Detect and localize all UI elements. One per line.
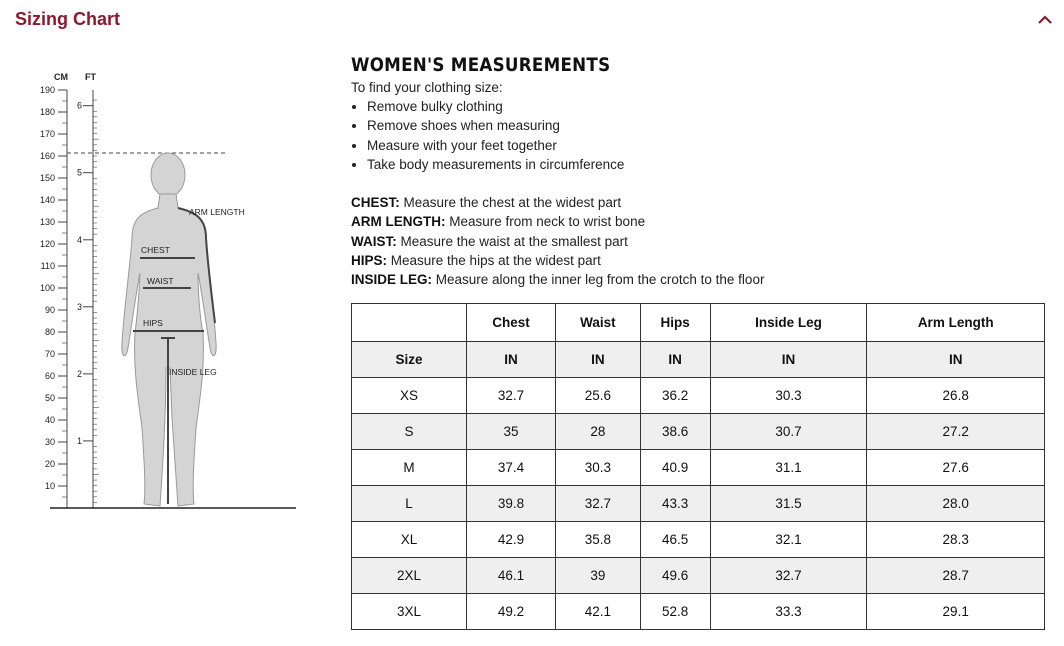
measurement-cell: 35 <box>467 414 556 450</box>
cm-tick-label: 80 <box>44 327 55 337</box>
cm-tick-label: 140 <box>39 195 55 205</box>
unit-cell: IN <box>556 342 640 378</box>
cm-tick-label: 190 <box>39 85 55 95</box>
measurement-cell: 43.3 <box>640 486 710 522</box>
unit-cell: IN <box>640 342 710 378</box>
cm-tick-label: 50 <box>44 393 55 403</box>
table-row <box>352 594 1045 630</box>
cm-tick-label: 100 <box>39 283 55 293</box>
definition-arm-length <box>351 212 1051 231</box>
body-measurement-figure <box>20 68 300 518</box>
measurement-cell: 39 <box>556 558 640 594</box>
unit-cell: IN <box>710 342 867 378</box>
definition-text: Measure the chest at the widest part <box>399 195 622 211</box>
cm-tick-label: 160 <box>39 151 55 161</box>
ft-tick-label: 5 <box>77 167 83 178</box>
unit-cell: IN <box>467 342 556 378</box>
definition-term: INSIDE LEG: <box>351 272 433 288</box>
measurement-cell: 29.1 <box>867 594 1045 630</box>
measurement-cell: 30.7 <box>710 414 867 450</box>
cm-tick-label: 130 <box>39 217 55 227</box>
column-header <box>352 304 467 342</box>
chevron-up-icon[interactable] <box>1035 10 1055 30</box>
definition-chest <box>351 193 1051 212</box>
unit-cell: Size <box>352 342 467 378</box>
measurement-cell: 39.8 <box>467 486 556 522</box>
table-row <box>352 378 1045 414</box>
measurement-cell: 26.8 <box>867 378 1045 414</box>
size-cell: XL <box>352 522 467 558</box>
measurement-cell: 31.1 <box>710 450 867 486</box>
table-header-row <box>352 304 1045 342</box>
cm-tick-label: 30 <box>44 437 55 447</box>
cm-tick-label: 70 <box>44 349 55 359</box>
measurement-cell: 49.6 <box>640 558 710 594</box>
inside-leg-label: INSIDE LEG <box>169 367 217 377</box>
table-units-row <box>352 342 1045 378</box>
size-cell: L <box>352 486 467 522</box>
measurement-guide <box>351 52 1051 290</box>
ft-tick-label: 3 <box>77 301 83 312</box>
arm-length-label: ARM LENGTH <box>189 207 245 217</box>
definition-term: WAIST: <box>351 233 397 249</box>
size-cell: S <box>352 414 467 450</box>
definition-text: Measure the waist at the smallest part <box>396 233 628 249</box>
table-row <box>352 414 1045 450</box>
ft-scale <box>77 100 99 502</box>
definition-term: ARM LENGTH: <box>351 214 446 230</box>
definition-waist <box>351 232 1051 251</box>
measurement-cell: 35.8 <box>556 522 640 558</box>
guide-heading: WOMEN'S MEASUREMENTS <box>351 54 611 76</box>
definition-text: Measure along the inner leg from the crotch to the floor <box>432 272 765 288</box>
definition-term: CHEST: <box>351 195 400 211</box>
measurement-cell: 38.6 <box>640 414 710 450</box>
tip-item: • Remove shoes when measuring <box>367 116 1051 135</box>
waist-label: WAIST <box>147 276 174 286</box>
table-row <box>352 558 1045 594</box>
size-cell: M <box>352 450 467 486</box>
cm-tick-label: 20 <box>44 459 55 469</box>
measurement-cell: 32.7 <box>710 558 867 594</box>
measurement-cell: 31.5 <box>710 486 867 522</box>
chest-label: CHEST <box>141 245 170 255</box>
ft-tick-label: 4 <box>77 234 83 245</box>
tip-item: • Take body measurements in circumference <box>367 155 1051 174</box>
unit-cell: IN <box>867 342 1045 378</box>
ft-tick-label: 2 <box>77 368 83 379</box>
measurement-cell: 27.6 <box>867 450 1045 486</box>
definition-text: Measure the hips at the widest part <box>387 253 601 269</box>
cm-scale <box>40 85 67 497</box>
sizing-chart-header[interactable] <box>15 6 1055 34</box>
table-row <box>352 486 1045 522</box>
table-row <box>352 450 1045 486</box>
size-cell: 2XL <box>352 558 467 594</box>
measurement-cell: 30.3 <box>710 378 867 414</box>
column-header: Chest <box>467 304 556 342</box>
definition-text: Measure from neck to wrist bone <box>445 214 646 230</box>
table-row <box>352 522 1045 558</box>
cm-tick-label: 40 <box>44 415 55 425</box>
cm-scale-label: CM <box>54 72 68 82</box>
definition-term: HIPS: <box>351 253 388 269</box>
measurement-cell: 52.8 <box>640 594 710 630</box>
hips-label: HIPS <box>143 318 163 328</box>
column-header: Inside Leg <box>710 304 867 342</box>
definition-inside-leg <box>351 270 1051 289</box>
measurement-cell: 32.1 <box>710 522 867 558</box>
measurement-cell: 33.3 <box>710 594 867 630</box>
measurement-definitions <box>351 193 1051 289</box>
measurement-cell: 32.7 <box>556 486 640 522</box>
measurement-cell: 37.4 <box>467 450 556 486</box>
size-cell: XS <box>352 378 467 414</box>
definition-hips <box>351 251 1051 270</box>
section-title: Sizing Chart <box>15 9 121 29</box>
tips-list <box>351 97 1051 174</box>
measurement-cell: 25.6 <box>556 378 640 414</box>
cm-tick-label: 150 <box>39 173 55 183</box>
cm-tick-label: 120 <box>39 239 55 249</box>
ft-tick-label: 1 <box>77 435 83 446</box>
tip-item: • Remove bulky clothing <box>367 97 1051 116</box>
measurement-cell: 46.1 <box>467 558 556 594</box>
size-table <box>351 303 1045 630</box>
guide-intro: To find your clothing size: <box>351 80 503 95</box>
cm-tick-label: 10 <box>44 481 55 491</box>
cm-tick-label: 110 <box>40 261 55 271</box>
ft-scale-label: FT <box>85 72 96 82</box>
measurement-cell: 28.3 <box>867 522 1045 558</box>
measurement-cell: 42.1 <box>556 594 640 630</box>
measurement-cell: 28.0 <box>867 486 1045 522</box>
measurement-cell: 28.7 <box>867 558 1045 594</box>
column-header: Hips <box>640 304 710 342</box>
measurement-cell: 30.3 <box>556 450 640 486</box>
column-header: Waist <box>556 304 640 342</box>
column-header: Arm Length <box>867 304 1045 342</box>
tip-item: • Measure with your feet together <box>367 136 1051 155</box>
measurement-cell: 49.2 <box>467 594 556 630</box>
measurement-cell: 36.2 <box>640 378 710 414</box>
measurement-cell: 27.2 <box>867 414 1045 450</box>
cm-tick-label: 170 <box>39 129 55 139</box>
measurement-cell: 42.9 <box>467 522 556 558</box>
ft-tick-label: 6 <box>77 100 83 111</box>
measurement-cell: 32.7 <box>467 378 556 414</box>
cm-tick-label: 60 <box>44 371 55 381</box>
cm-tick-label: 90 <box>44 305 55 315</box>
measurement-cell: 28 <box>556 414 640 450</box>
cm-tick-label: 180 <box>39 107 55 117</box>
size-cell: 3XL <box>352 594 467 630</box>
measurement-cell: 40.9 <box>640 450 710 486</box>
measurement-cell: 46.5 <box>640 522 710 558</box>
